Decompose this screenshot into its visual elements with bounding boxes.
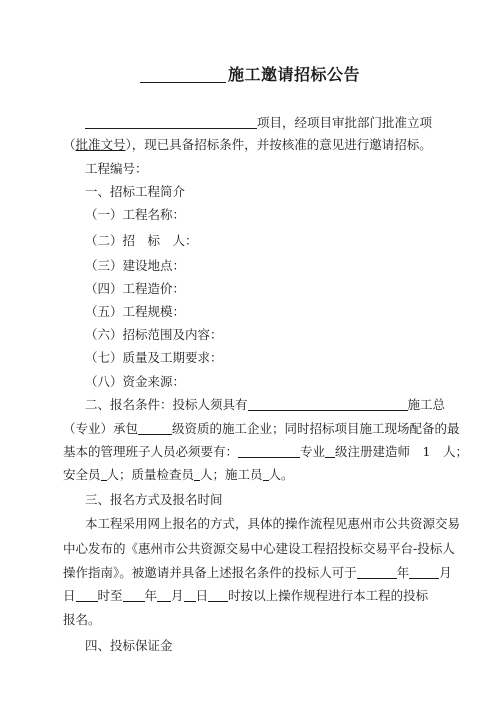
paragraph-intro-line-2: （批准文号），现已具备招标条件，并按核准的意见进行邀请招标。 — [63, 137, 432, 152]
section-2-line-1: 二、报名条件：投标人须具有 施工总 — [85, 397, 446, 412]
section-3-line-3: 操作指南》。被邀请并具备上述报名条件的投标人可于 年 月 — [63, 565, 452, 580]
section-4-heading: 四、投标保证金 — [85, 638, 173, 653]
section-1-item: （一）工程名称： — [85, 207, 186, 222]
section-3-line-2: 中心发布的《惠州市公共资源交易中心建设工程招投标交易平台-投标人 — [63, 541, 455, 556]
section-3-line-1: 本工程采用网上报名的方式，具体的操作流程见惠州市公共资源交易 — [85, 516, 461, 531]
qualification-blank — [248, 397, 408, 411]
project-number: 工程编号： — [85, 161, 148, 176]
section-1-item: （六）招标范围及内容： — [85, 327, 223, 342]
level-blank — [325, 444, 335, 458]
paragraph-intro-line-1: 项目，经项目审批部门批准立项 — [63, 115, 443, 131]
start-year-blank — [357, 565, 397, 579]
section-1-item: （五）工程规模： — [85, 304, 186, 319]
section-1-item: （八）资金来源： — [85, 374, 186, 389]
specialty-blank — [238, 444, 300, 458]
start-month-blank — [409, 565, 439, 579]
section-2-line-2: （专业）承包 级资质的施工企业；同时招标项目施工现场配备的最 — [63, 421, 460, 436]
section-1-heading: 一、招标工程简介 — [85, 184, 186, 199]
section-1-item: （三）建设地点： — [85, 258, 186, 273]
document-title — [0, 62, 500, 85]
section-1-item: （二）招 标 人： — [85, 233, 198, 248]
title-text: 施工邀请招标公告 — [227, 65, 360, 84]
section-2-line-4: 安全员 人；质量检查员 人；施工员 人。 — [63, 467, 294, 482]
section-3-line-5: 报名。 — [63, 612, 101, 627]
approval-doc-link: 批准文号 — [75, 137, 126, 152]
section-1-item: （四）工程造价： — [85, 281, 186, 296]
title-blank — [140, 66, 226, 83]
project-name-blank — [85, 115, 257, 129]
grade-blank — [138, 421, 172, 435]
section-3-line-4: 日 时至 年 月 日 时按以上操作规程进行本工程的投标 — [63, 588, 429, 603]
section-2-line-3: 基本的管理班子人员必须要有： 专业 级注册建造师 1 人； — [63, 444, 468, 459]
section-1-item: （七）质量及工期要求： — [85, 350, 223, 365]
section-3-heading: 三、报名方式及报名时间 — [85, 492, 223, 507]
